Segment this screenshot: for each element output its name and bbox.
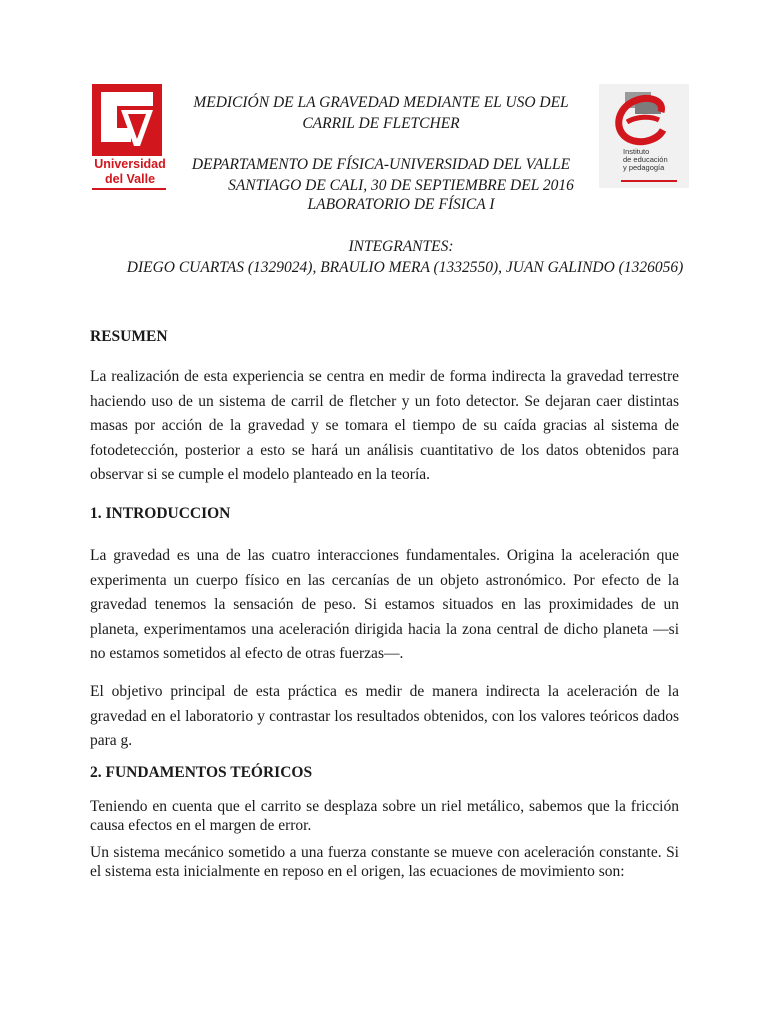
universidad-del-valle-logo: [90, 84, 166, 192]
institute-label-line1: Instituto: [623, 147, 650, 156]
lab-line: LABORATORIO DE FÍSICA I: [307, 196, 495, 213]
intro-paragraph-2: El objetivo principal de esta práctica es medir de manera indirecta la aceleración de la gravedad en el laboratorio y contrastar los resultados obtenidos, con los valores teóricos dados para g.: [90, 683, 679, 749]
institute-label-line2: de educación: [623, 155, 668, 164]
logo-label-line1: Universidad: [94, 157, 166, 171]
univalle-emblem-icon: [92, 84, 162, 156]
members-list: DIEGO CUARTAS (1329024), BRAULIO MERA (1332550), JUAN GALINDO (1326056): [126, 259, 684, 276]
institute-underline: [621, 180, 677, 182]
fundamentos-paragraph-1: Teniendo en cuenta que el carrito se desplaza sobre un riel metálico, sabemos que la fricción causa efectos en el margen de error.: [90, 798, 679, 834]
instituto-emblem-icon: [603, 90, 683, 150]
resumen-heading: RESUMEN: [90, 328, 168, 345]
logo-underline: [92, 188, 166, 190]
paper-title-line1: MEDICIÓN DE LA GRAVEDAD MEDIANTE EL USO DEL: [193, 94, 569, 111]
intro-heading: 1. INTRODUCCION: [90, 505, 231, 522]
institute-label: [623, 148, 687, 172]
resumen-paragraph: La realización de esta experiencia se centra en medir de forma indirecta la gravedad terrestre haciendo uso de un sistema de carril de fletcher y un foto detector. Se dejaran caer distintas masas por acción de la gravedad y se tomara el tiempo de su caída gracias al sistema de fotodetección, posterior a esto se hará un análisis cuantitativo de los datos obtenidos para observar si se cumple el modelo planteado en la teoría.: [90, 368, 679, 483]
intro-paragraph-1: La gravedad es una de las cuatro interacciones fundamentales. Origina la aceleración que experimenta un cuerpo físico en las cercanías de un objeto astronómico. Por efecto de la gravedad tenemos la sensación de peso. Si estamos situados en las proximidades de un planeta, experimentamos una aceleración dirigida hacia la zona central de dicho planeta —si no estamos sometidos al efecto de otras fuerzas—.: [90, 547, 679, 662]
members-label: INTEGRANTES:: [348, 238, 454, 255]
department-line: DEPARTAMENTO DE FÍSICA-UNIVERSIDAD DEL VALLE: [191, 156, 571, 173]
fundamentos-heading: 2. FUNDAMENTOS TEÓRICOS: [90, 764, 313, 781]
place-date-line: SANTIAGO DE CALI, 30 DE SEPTIEMBRE DEL 2016: [228, 177, 574, 194]
paper-title-line2: CARRIL DE FLETCHER: [302, 115, 460, 132]
logo-label-line2: del Valle: [104, 172, 156, 186]
fundamentos-paragraph-2: Un sistema mecánico sometido a una fuerza constante se mueve con aceleración constante. Si el sistema esta inicialmente en reposo en el origen, las ecuaciones de movimiento son:: [90, 844, 679, 880]
institute-label-line3: y pedagogía: [623, 163, 665, 172]
instituto-educacion-pedagogia-logo: [599, 84, 689, 188]
